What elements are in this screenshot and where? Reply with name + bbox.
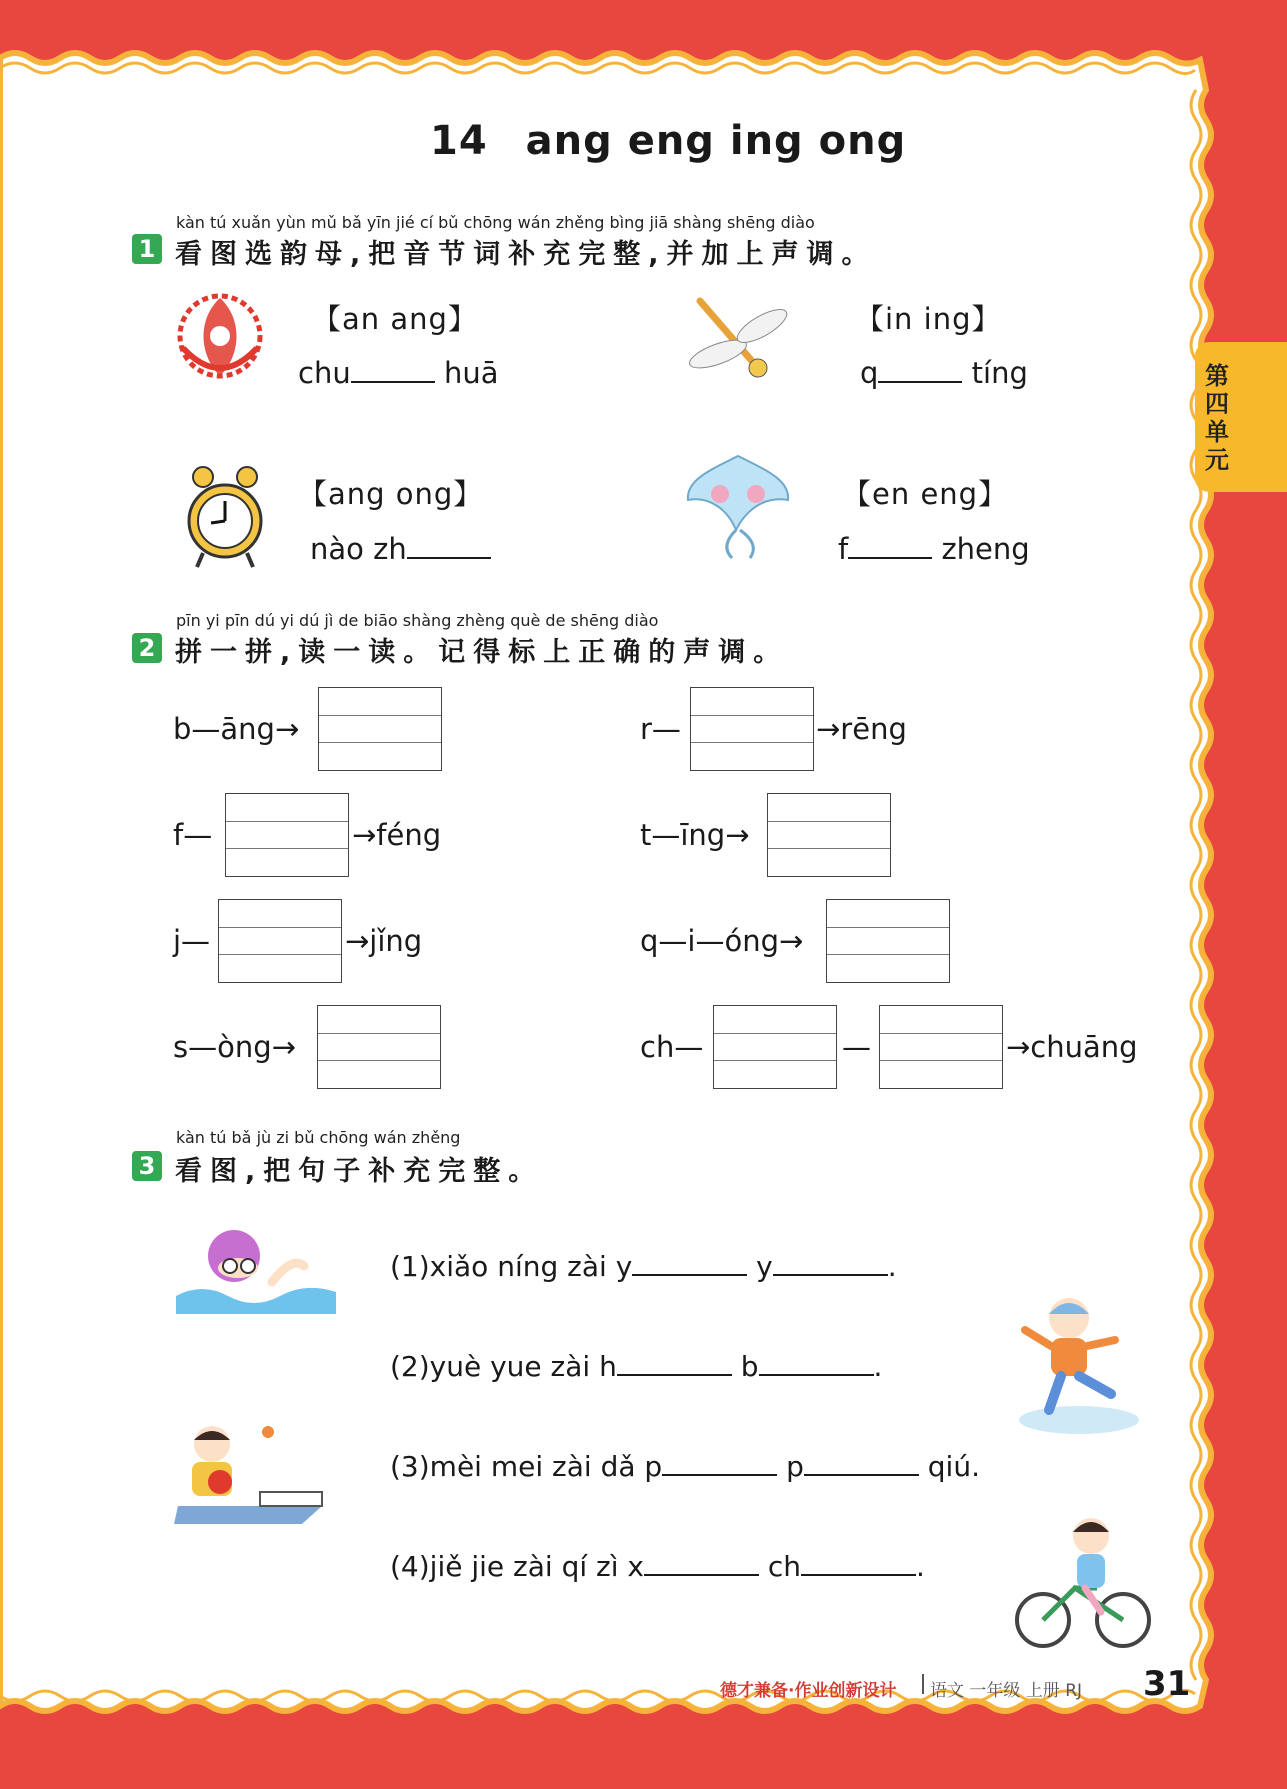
q3-s2-blank2[interactable] [759, 1374, 874, 1376]
q2-row2-box[interactable] [690, 687, 814, 771]
lesson-title [430, 118, 906, 164]
q2-row4-left: t—īng→ [640, 818, 750, 852]
q3-s3-blank2[interactable] [804, 1474, 919, 1476]
footer-divider [922, 1674, 924, 1694]
q3-s1-blank1[interactable] [632, 1274, 747, 1276]
q2-row8-box1[interactable] [713, 1005, 837, 1089]
q2-row4-box[interactable] [767, 793, 891, 877]
q3-instruction: 看图,把句子补充完整。 [175, 1156, 544, 1187]
q2-row8-mid: — [842, 1030, 871, 1064]
q2-row5-box[interactable] [218, 899, 342, 983]
q1-item1-word: chu huā [298, 356, 499, 390]
q2-row3-box[interactable] [225, 793, 349, 877]
q2-row6-box[interactable] [826, 899, 950, 983]
skating-girl-icon [1015, 1290, 1143, 1440]
q1-pinyin: kàn tú xuǎn yùn mǔ bǎ yīn jié cí bǔ chōng wán zhěng bìng jiā shàng shēng diào [176, 213, 815, 232]
kite-icon [680, 450, 796, 560]
q2-row8-box2[interactable] [879, 1005, 1003, 1089]
q2-row8-right: →chuāng [1006, 1030, 1138, 1064]
q1-item2-options: 【in ing】 [855, 302, 1002, 336]
q2-row6-left: q—i—óng→ [640, 924, 804, 958]
alarm-clock-icon [183, 463, 267, 573]
q1-item4-options: 【en eng】 [842, 477, 1009, 511]
q3-sentence4: (4)jiě jie zài qí zì x ch . [390, 1550, 925, 1583]
q1-item3-word: nào zh [310, 532, 491, 566]
q3-s1-blank2[interactable] [773, 1274, 888, 1276]
q1-item2-word: q tíng [860, 356, 1028, 390]
q2-row1-left: b—āng→ [173, 712, 300, 746]
q1-item4-blank[interactable] [848, 557, 932, 559]
q2-row5-left: j— [173, 924, 211, 958]
q1-badge: 1 [132, 234, 162, 264]
q3-sentence1: (1)xiǎo níng zài y y . [390, 1250, 897, 1283]
q1-item1-options: 【an ang】 [312, 302, 478, 336]
q2-instruction: 拼一拼,读一读。记得标上正确的声调。 [175, 637, 789, 668]
q3-s2-blank1[interactable] [617, 1374, 732, 1376]
q2-row1-box[interactable] [318, 687, 442, 771]
lesson-number: 14 [430, 118, 488, 164]
q3-sentence3: (3)mèi mei zài dǎ p p qiú. [390, 1450, 980, 1483]
unit-tab-label: 第四单元 [1205, 362, 1229, 474]
footer-brand: 德才兼备·作业创新设计 [720, 1681, 897, 1701]
cycling-girl-icon [1015, 1512, 1151, 1650]
table-tennis-girl-icon [172, 1420, 328, 1532]
q1-instruction: 看图选韵母,把音节词补充完整,并加上声调。 [175, 239, 877, 270]
page-number: 31 [1143, 1664, 1191, 1704]
q3-s4-blank1[interactable] [644, 1574, 759, 1576]
dragonfly-icon [680, 296, 792, 386]
q1-item3-options: 【ang ong】 [298, 477, 484, 511]
q2-row8-left: ch— [640, 1030, 704, 1064]
q2-row3-right: →féng [352, 818, 442, 852]
q2-pinyin: pīn yi pīn dú yi dú jì de biāo shàng zhèng què de shēng diào [176, 611, 659, 630]
q2-row3-left: f— [173, 818, 213, 852]
q3-badge: 3 [132, 1151, 162, 1181]
q1-item1-blank[interactable] [351, 381, 435, 383]
q1-item3-blank[interactable] [407, 557, 491, 559]
lesson-title-text: ang eng ing ong [525, 118, 907, 164]
q2-row2-right: →rēng [816, 712, 907, 746]
swimming-girl-icon [172, 1226, 342, 1318]
q2-row2-left: r— [640, 712, 681, 746]
q1-item2-blank[interactable] [878, 381, 962, 383]
q3-s4-blank2[interactable] [801, 1574, 916, 1576]
footer-meta: 语文 一年级 上册 RJ [930, 1681, 1083, 1701]
q1-item4-word: f zheng [838, 532, 1030, 566]
q3-s3-blank1[interactable] [662, 1474, 777, 1476]
q2-row5-right: →jǐng [345, 924, 423, 958]
q2-row7-box[interactable] [317, 1005, 441, 1089]
q2-row7-left: s—òng→ [173, 1030, 296, 1064]
q3-pinyin: kàn tú bǎ jù zi bǔ chōng wán zhěng [176, 1128, 461, 1147]
paper-cut-icon [168, 288, 272, 386]
q2-badge: 2 [132, 633, 162, 663]
q3-sentence2: (2)yuè yue zài h b . [390, 1350, 883, 1383]
